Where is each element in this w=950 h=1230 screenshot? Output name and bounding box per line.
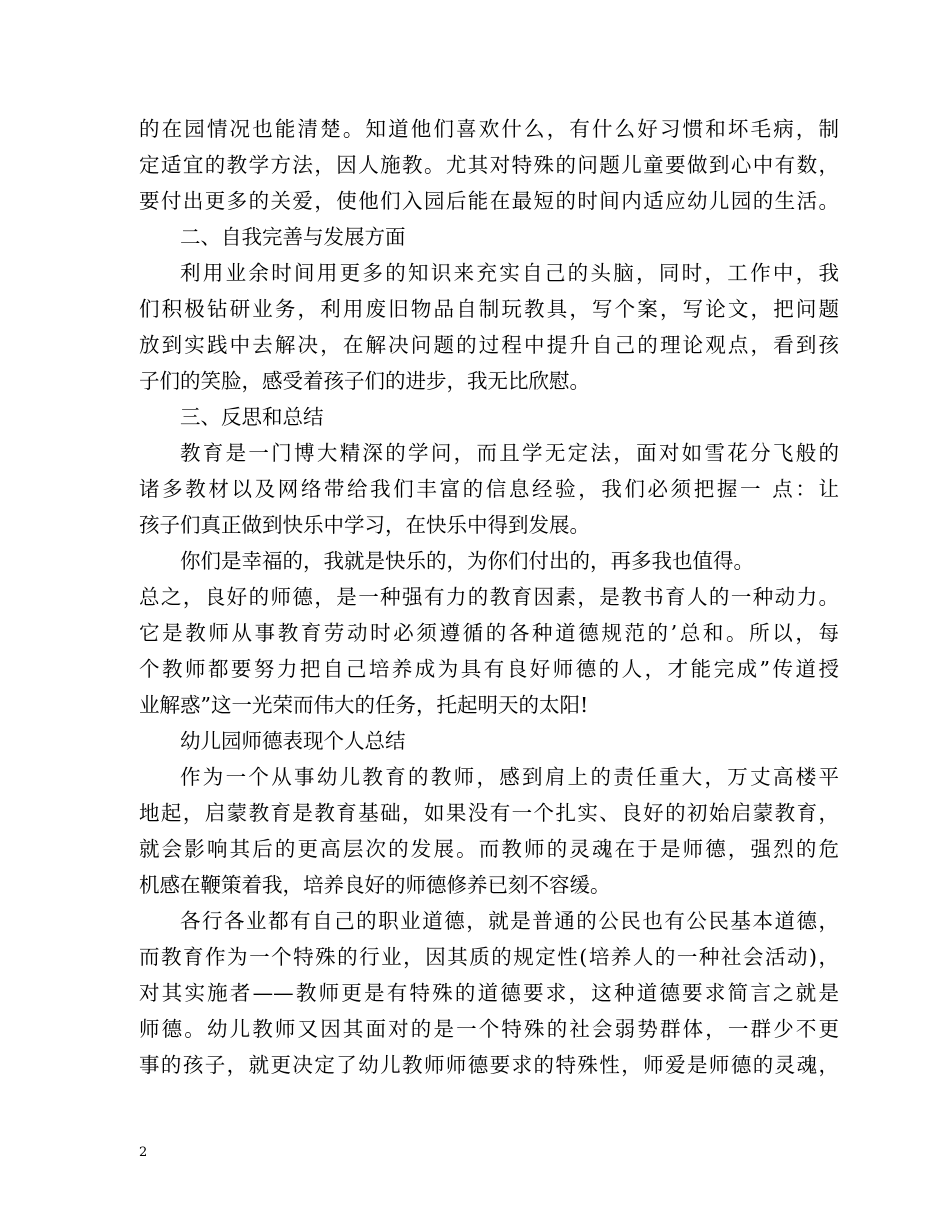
section-heading: 幼儿园师德表现个人总结	[180, 729, 406, 753]
text-line: 孩子们真正做到快乐中学习，在快乐中得到发展。	[139, 513, 590, 537]
text-line: 而教育作为一个特殊的行业，因其质的规定性(培养人的一种社会活动)，	[139, 945, 839, 969]
text-line: 要付出更多的关爱，使他们入园后能在最短的时间内适应幼儿园的生活。	[139, 189, 839, 213]
text-line: 作为一个从事幼儿教育的教师，感到肩上的责任重大，万丈高楼平	[180, 765, 839, 789]
text-line: 们积极钻研业务，利用废旧物品自制玩教具，写个案，写论文，把问题	[139, 297, 839, 321]
section-heading: 二、自我完善与发展方面	[180, 225, 406, 249]
text-line: 子们的笑脸，感受着孩子们的进步，我无比欣慰。	[139, 369, 590, 393]
text-line: 总之，良好的师德，是一种强有力的教育因素，是教书育人的一种动力。	[139, 585, 839, 609]
page-number: 2	[139, 1145, 148, 1160]
text-line: 业解惑”这一光荣而伟大的任务，托起明天的太阳!	[139, 693, 589, 717]
text-line: 机感在鞭策着我，培养良好的师德修养已刻不容缓。	[139, 873, 611, 897]
text-line: 它是教师从事教育劳动时必须遵循的各种道德规范的’总和。所以，每	[139, 621, 839, 645]
text-line: 你们是幸福的，我就是快乐的，为你们付出的，再多我也值得。	[180, 549, 754, 573]
text-line: 的在园情况也能清楚。知道他们喜欢什么，有什么好习惯和坏毛病，制	[139, 117, 839, 141]
text-line: 事的孩子，就更决定了幼儿教师师德要求的特殊性，师爱是师德的灵魂，	[139, 1053, 839, 1077]
text-line: 各行各业都有自己的职业道德，就是普通的公民也有公民基本道德，	[180, 909, 839, 933]
document-body	[139, 111, 839, 1083]
text-line: 师德。幼儿教师又因其面对的是一个特殊的社会弱势群体，一群少不更	[139, 1017, 839, 1041]
text-line: 利用业余时间用更多的知识来充实自己的头脑，同时，工作中，我	[180, 261, 839, 285]
text-line: 个教师都要努力把自己培养成为具有良好师德的人，才能完成”传道授	[139, 657, 839, 681]
text-line: 教育是一门博大精深的学问，而且学无定法，面对如雪花分飞般的	[180, 441, 839, 465]
text-line: 对其实施者——教师更是有特殊的道德要求，这种道德要求简言之就是	[139, 981, 839, 1005]
text-line: 就会影响其后的更高层次的发展。而教师的灵魂在于是师德，强烈的危	[139, 837, 839, 861]
text-line: 定适宜的教学方法，因人施教。尤其对特殊的问题儿童要做到心中有数，	[139, 153, 839, 177]
text-line: 地起，启蒙教育是教育基础，如果没有一个扎实、良好的初始启蒙教育，	[139, 801, 839, 825]
text-line: 诸多教材以及网络带给我们丰富的信息经验，我们必须把握一 点：让	[139, 477, 839, 501]
text-line: 放到实践中去解决，在解决问题的过程中提升自己的理论观点，看到孩	[139, 333, 839, 357]
section-heading: 三、反思和总结	[180, 405, 324, 429]
